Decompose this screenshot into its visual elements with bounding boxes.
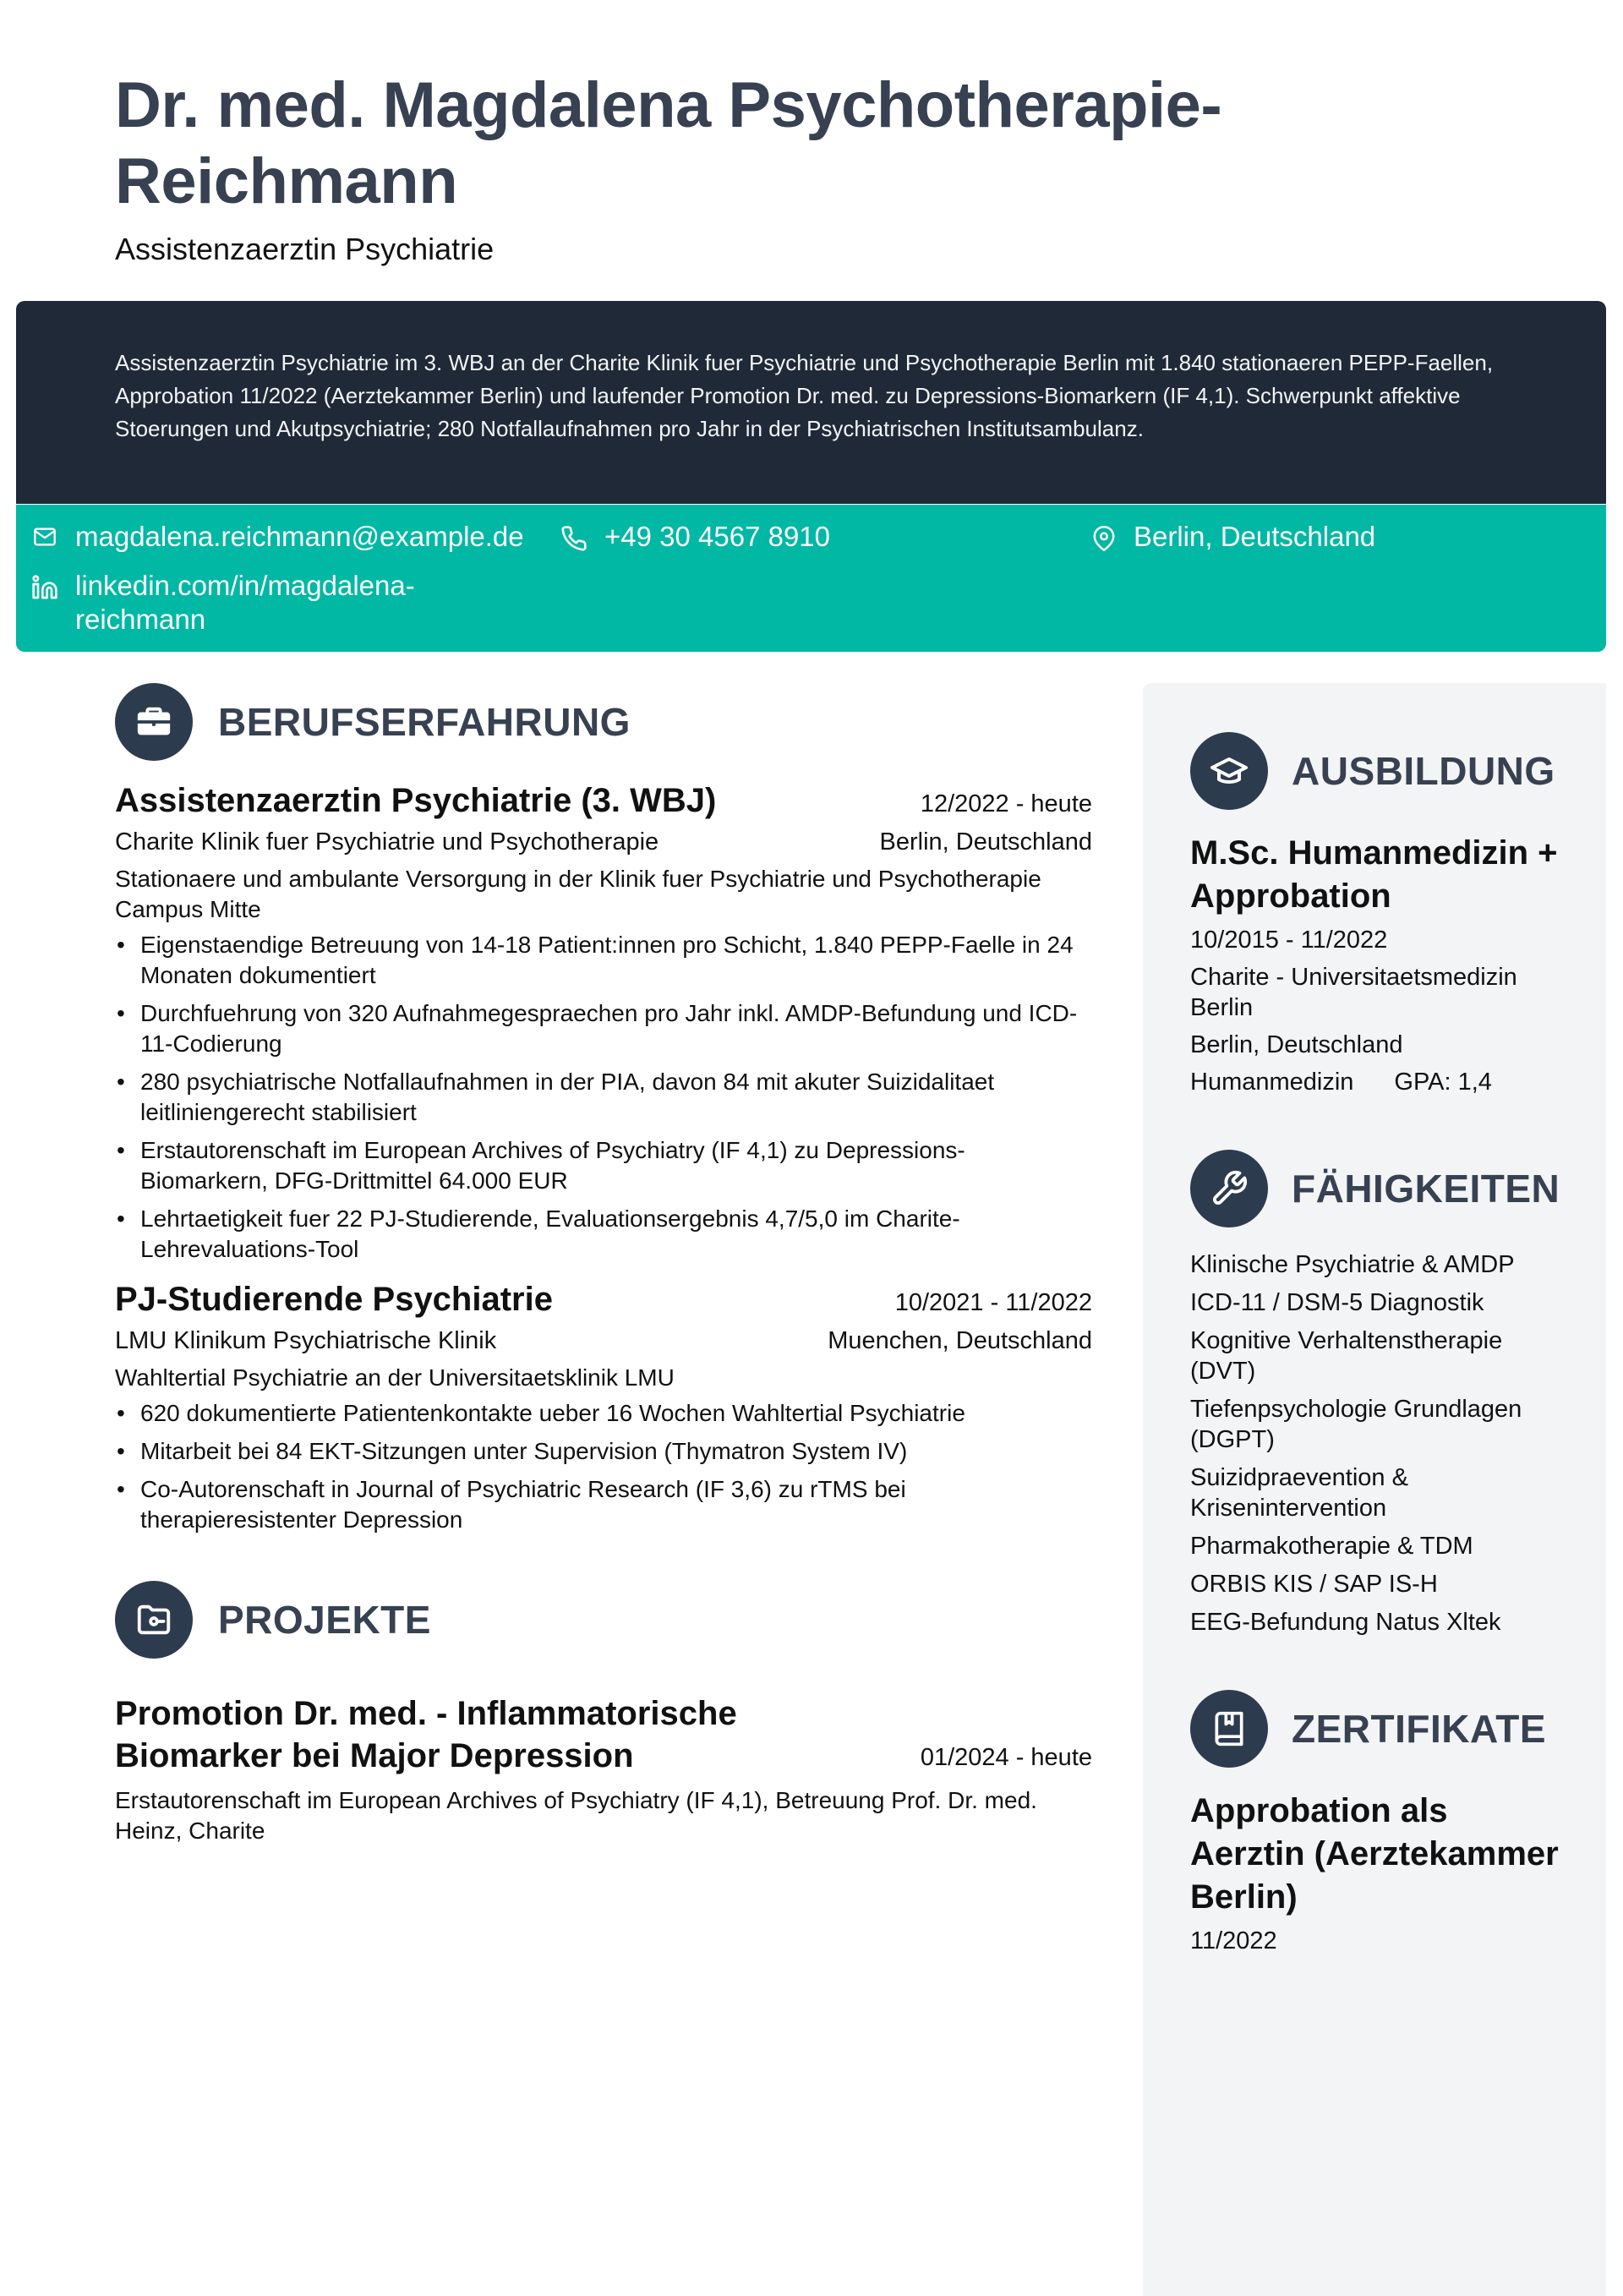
skill-item: Kognitive Verhaltenstherapie (DVT) — [1190, 1327, 1503, 1385]
job-bullet: • Erstautorenschaft im European Archives of Psychiatry (IF 4,1) zu Depressions-Biomarkern, DFG-Drittmittel 64.000 EUR — [115, 1135, 1092, 1196]
graduation-cap-icon — [1190, 732, 1268, 810]
job-bullets — [115, 930, 1092, 1265]
job-bullet: • Durchfuehrung von 320 Aufnahmegespraechen pro Jahr inkl. AMDP-Befundung und ICD-11-Codierung — [115, 998, 1092, 1059]
certificates-section-title: ZERTIFIKATE — [1292, 1707, 1547, 1751]
certificates-section-header — [1190, 1690, 1559, 1768]
skill-item: Tiefenpsychologie Grundlagen (DGPT) — [1190, 1396, 1522, 1453]
skill-item: ORBIS KIS / SAP IS-H — [1190, 1571, 1438, 1598]
job-bullet: • Eigenstaendige Betreuung von 14-18 Patient:innen pro Schicht, 1.840 PEPP-Faelle in 24 Monaten dokumentiert — [115, 930, 1092, 991]
mail-icon — [31, 525, 58, 549]
projects-section-header — [115, 1581, 1092, 1659]
education-dates: 10/2015 - 11/2022 — [1190, 927, 1388, 954]
project-entry — [115, 1692, 1092, 1846]
job-entry — [115, 779, 1092, 1265]
project-description: Erstautorenschaft im European Archives of Psychiatry (IF 4,1), Betreuung Prof. Dr. med. Heinz, Charite — [115, 1787, 1037, 1844]
phone-icon — [560, 525, 587, 552]
skill-item: EEG-Befundung Natus Xltek — [1190, 1609, 1501, 1636]
skills-section-header — [1190, 1150, 1559, 1227]
map-pin-icon — [1091, 525, 1117, 552]
contact-location-text: Berlin, Deutschland — [1134, 521, 1376, 552]
skill-item: Pharmakotherapie & TDM — [1190, 1533, 1473, 1560]
job-entry — [115, 1278, 1092, 1535]
project-dates: 01/2024 - heute — [920, 1744, 1092, 1771]
person-title: Assistenzaerztin Psychiatrie — [115, 232, 495, 266]
briefcase-icon — [115, 683, 193, 761]
job-company: LMU Klinikum Psychiatrische Klinik — [115, 1327, 497, 1354]
book-icon — [1190, 1690, 1268, 1768]
skill-item: Klinische Psychiatrie & AMDP — [1190, 1251, 1515, 1278]
education-location: Berlin, Deutschland — [1190, 1031, 1403, 1058]
job-dates: 10/2021 - 11/2022 — [894, 1289, 1092, 1316]
education-field: Humanmedizin — [1190, 1069, 1354, 1096]
education-section-title: AUSBILDUNG — [1292, 749, 1555, 793]
contact-phone-text[interactable]: +49 30 4567 8910 — [604, 521, 831, 552]
job-description: Stationaere und ambulante Versorgung in der Klinik fuer Psychiatrie und Psychotherapie Campus Mitte — [115, 866, 1041, 922]
education-section-header — [1190, 732, 1559, 810]
contact-bar — [16, 505, 1606, 652]
projects-section-title: PROJEKTE — [218, 1598, 431, 1642]
sidebar — [1143, 683, 1606, 2296]
education-gpa: GPA: 1,4 — [1394, 1069, 1492, 1096]
contact-linkedin-text[interactable]: linkedin.com/in/magdalena-reichmann — [75, 570, 415, 635]
contact-email[interactable] — [31, 520, 524, 554]
skills-list — [1190, 1249, 1559, 1637]
job-bullet: • Mitarbeit bei 84 EKT-Sitzungen unter Supervision (Thymatron System IV) — [115, 1436, 1092, 1467]
job-bullet: • Lehrtaetigkeit fuer 22 PJ-Studierende, Evaluationsergebnis 4,7/5,0 im Charite-Lehrevaluations-Tool — [115, 1204, 1092, 1265]
education-institution: Charite - Universitaetsmedizin Berlin — [1190, 964, 1517, 1021]
contact-email-text[interactable]: magdalena.reichmann@example.de — [75, 521, 524, 552]
folder-icon — [115, 1581, 193, 1659]
summary-panel — [16, 301, 1606, 504]
job-description: Wahltertial Psychiatrie an der Universitaetsklinik LMU — [115, 1364, 675, 1391]
contact-phone[interactable] — [560, 520, 830, 554]
job-dates: 12/2022 - heute — [920, 790, 1092, 817]
contact-linkedin[interactable] — [31, 569, 471, 637]
resume-header — [115, 68, 1467, 267]
wrench-icon — [1190, 1150, 1268, 1227]
job-bullet: • Co-Autorenschaft in Journal of Psychiatric Research (IF 3,6) zu rTMS bei therapieresistenter Depression — [115, 1474, 1092, 1535]
main-column — [115, 683, 1092, 1846]
job-bullets — [115, 1398, 1092, 1535]
skills-section — [1190, 1150, 1559, 1637]
job-location: Muenchen, Deutschland — [828, 1327, 1092, 1354]
job-position: PJ-Studierende Psychiatrie — [115, 1281, 553, 1318]
certificates-section — [1190, 1690, 1559, 1956]
certificate-date: 11/2022 — [1190, 1927, 1277, 1954]
summary-text: Assistenzaerztin Psychiatrie im 3. WBJ an der Charite Klinik fuer Psychiatrie und Psychotherapie Berlin mit 1.840 stationaeren PEPP-Faellen, Approbation 11/2022 (Aerztekammer Berlin) und laufender Promotion Dr. med. zu Depressions-Biomarkern (IF 4,1). Schwerpunkt affektive Stoerungen und Akutpsychiatrie; 280 Notfallaufnahmen pro Jahr in der Psychiatrischen Institutsambulanz. — [115, 350, 1494, 441]
skill-item: ICD-11 / DSM-5 Diagnostik — [1190, 1289, 1484, 1316]
certificate-name: Approbation als Aerztin (Aerztekammer Berlin) — [1190, 1792, 1559, 1916]
education-section — [1190, 732, 1559, 1097]
job-location: Berlin, Deutschland — [879, 828, 1092, 856]
education-degree: M.Sc. Humanmedizin + Approbation — [1190, 834, 1558, 915]
job-company: Charite Klinik fuer Psychiatrie und Psychotherapie — [115, 828, 659, 856]
linkedin-icon — [31, 574, 58, 601]
job-bullet: • 620 dokumentierte Patientenkontakte ueber 16 Wochen Wahltertial Psychiatrie — [115, 1398, 1092, 1429]
job-position: Assistenzaerztin Psychiatrie (3. WBJ) — [115, 782, 717, 819]
job-bullet: • 280 psychiatrische Notfallaufnahmen in der PIA, davon 84 mit akuter Suizidalitaet leitliniengerecht stabilisiert — [115, 1067, 1092, 1128]
contact-location — [1091, 520, 1375, 554]
person-name: Dr. med. Magdalena Psychotherapie-Reichmann — [115, 69, 1222, 217]
project-title: Promotion Dr. med. - Inflammatorische Biomarker bei Major Depression — [115, 1695, 737, 1774]
skills-section-title: FÄHIGKEITEN — [1292, 1167, 1560, 1211]
experience-section-title: BERUFSERFAHRUNG — [218, 700, 631, 744]
experience-section-header — [115, 683, 1092, 761]
education-details — [1190, 1067, 1559, 1097]
skill-item: Suizidpraevention & Krisenintervention — [1190, 1464, 1408, 1522]
